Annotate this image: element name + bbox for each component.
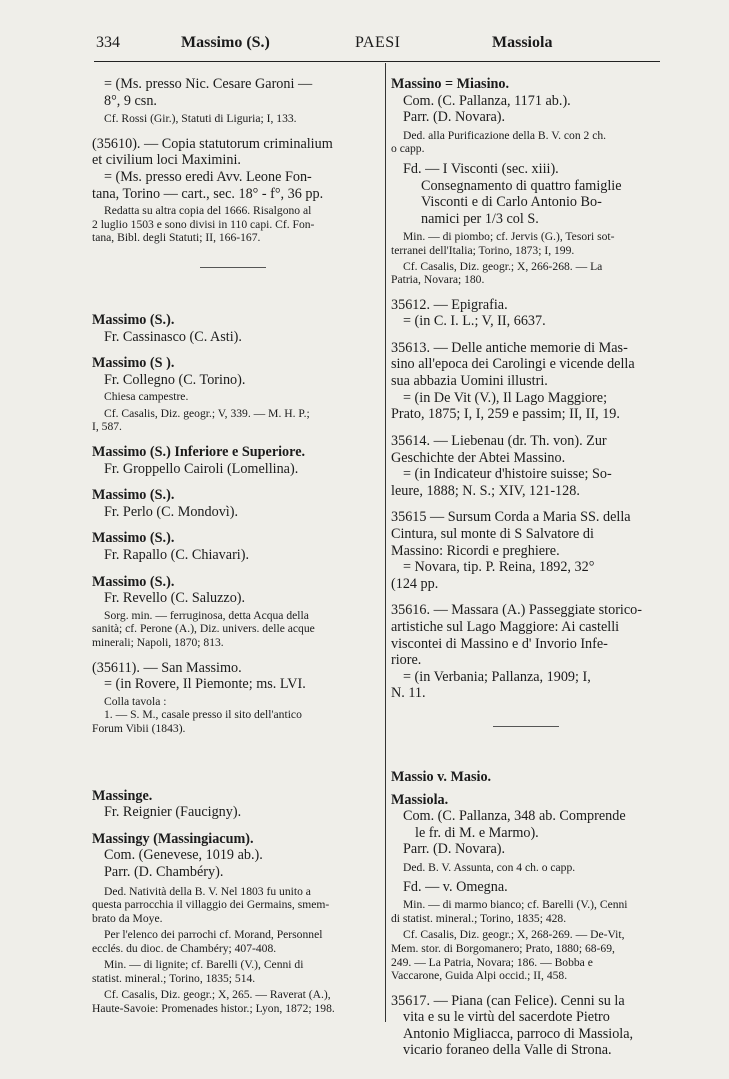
note-line: Redatta su altra copia del 1666. Risalgono al bbox=[104, 204, 312, 218]
note-line: Chiesa campestre. bbox=[104, 390, 189, 404]
entry-line: Visconti e di Carlo Antonio Bo- bbox=[421, 194, 602, 211]
citation-line: Haute-Savoie: Promenades histor.; Lyon, 1872; 198. bbox=[92, 1002, 335, 1016]
right-column bbox=[391, 70, 661, 1059]
entry-line: Parr. (D. Novara). bbox=[403, 841, 506, 858]
left-column bbox=[92, 70, 374, 1016]
note-line: questa parrocchia il villaggio dei Germains, smem- bbox=[92, 898, 330, 912]
entry-line: viscontei di Massino e d' Invorio Infe- bbox=[391, 635, 608, 652]
entry-line: artistiche sul Lago Maggiore: Ai castelli bbox=[391, 619, 620, 635]
entry-line: vita e su le virtù del sacerdote Pietro bbox=[403, 1009, 610, 1026]
entry-line: Cintura, sul monte di S Salvatore di bbox=[391, 525, 594, 542]
entry-line: = Novara, tip. P. Reina, 1892, 32° bbox=[403, 559, 595, 576]
entry-line: sino all'epoca dei Carolingi e vicende della bbox=[391, 356, 635, 373]
citation-line: terranei dell'Italia; Torino, 1873; I, 199. bbox=[391, 243, 575, 257]
note-line: brato da Moye. bbox=[92, 911, 163, 925]
note-line: Colla tavola : bbox=[104, 694, 167, 708]
entry-line: 35613. — Delle antiche memorie di Mas- bbox=[391, 339, 628, 356]
entry-line: = (Ms. presso Nic. Cesare Garoni — bbox=[104, 76, 313, 92]
citation-line: Min. — di piombo; cf. Jervis (G.), Tesori sot- bbox=[403, 230, 615, 244]
citation-line: Per l'elenco dei parrochi cf. Morand, Personnel bbox=[104, 928, 323, 942]
entry-line: leure, 1888; N. S.; XIV, 121-128. bbox=[391, 482, 580, 499]
citation-line: Cf. Casalis, Diz. geogr.; X, 268-269. — De-Vit, bbox=[403, 928, 625, 942]
citation-line: Min. — di lignite; cf. Barelli (V.), Cenni di bbox=[104, 958, 304, 972]
citation-line: Patria, Novara; 180. bbox=[391, 273, 485, 287]
entry-line: Parr. (D. Chambéry). bbox=[104, 863, 224, 880]
citation-line: statist. mineral.; Torino, 1835; 514. bbox=[92, 971, 256, 985]
entry-line: Geschichte der Abtei Massino. bbox=[391, 449, 566, 466]
entry-line: Fr. Cassinasco (C. Asti). bbox=[104, 328, 242, 345]
headword: Massio v. Masio. bbox=[391, 769, 492, 786]
entry-line: Fr. Perlo (C. Mondovì). bbox=[104, 503, 238, 520]
headword: Massimo (S ). bbox=[92, 355, 175, 372]
headword: Massimo (S.) Inferiore e Superiore. bbox=[92, 444, 306, 461]
headword: Massino = Miasino. bbox=[391, 76, 510, 92]
right-running-heading: Massiola bbox=[492, 34, 553, 51]
entry-line: sua abbazia Uomini illustri. bbox=[391, 373, 548, 390]
entry-line: namici per 1/3 col S. bbox=[421, 210, 539, 227]
entry-line: et civilium loci Maximini. bbox=[92, 152, 241, 169]
entry-line: 8°, 9 csn. bbox=[104, 92, 157, 109]
entry-line: = (in Verbania; Pallanza, 1909; I, bbox=[403, 668, 591, 685]
entry-line: Com. (C. Pallanza, 1171 ab.). bbox=[403, 92, 571, 109]
entry-line: = (in C. I. L.; V, II, 6637. bbox=[403, 313, 546, 330]
entry-line: Fr. Collegno (C. Torino). bbox=[104, 371, 246, 388]
center-running-heading: PAESI bbox=[355, 34, 401, 51]
entry-line: Prato, 1875; I, I, 259 e passim; II, II, 19. bbox=[391, 406, 620, 423]
entry-line: Massino: Ricordi e preghiere. bbox=[391, 542, 560, 559]
note-line: Ded. Natività della B. V. Nel 1803 fu unito a bbox=[104, 884, 311, 898]
headword: Massimo (S.). bbox=[92, 487, 175, 504]
note-line: Ded. alla Purificazione della B. V. con 2 ch. bbox=[403, 128, 607, 142]
entry-line: 35614. — Liebenau (dr. Th. von). Zur bbox=[391, 432, 607, 449]
left-running-heading: Massimo (S.) bbox=[181, 34, 270, 51]
headword: Massimo (S.). bbox=[92, 530, 175, 547]
entry-line: Fr. Revello (C. Saluzzo). bbox=[104, 590, 246, 607]
entry-line: (35610). — Copia statutorum criminalium bbox=[92, 135, 333, 152]
entry-line: tana, Torino — cart., sec. 18° - f°, 36 pp. bbox=[92, 185, 324, 202]
entry-line: Fd. — I Visconti (sec. xiii). bbox=[403, 160, 559, 177]
entry-line: 35612. — Epigrafia. bbox=[391, 296, 508, 313]
entry-line: (35611). — San Massimo. bbox=[92, 659, 242, 676]
headword: Massingy (Massingiacum). bbox=[92, 830, 254, 847]
note-line: Sorg. min. — ferruginosa, detta Acqua della bbox=[104, 608, 309, 622]
header-rule bbox=[94, 61, 660, 62]
note-line: 1. — S. M., casale presso il sito dell'antico bbox=[104, 708, 302, 722]
running-header bbox=[0, 0, 729, 70]
entry-line: le fr. di M. e Marmo). bbox=[415, 824, 539, 841]
entry-line: vicario foraneo della Valle di Strona. bbox=[403, 1042, 612, 1059]
entry-line: N. 11. bbox=[391, 685, 426, 702]
citation-line: di statist. mineral.; Torino, 1835; 428. bbox=[391, 911, 567, 925]
citation-line: Vaccarone, Guida Alpi occid.; II, 458. bbox=[391, 969, 568, 983]
entry-line: = (Ms. presso eredi Avv. Leone Fon- bbox=[104, 169, 312, 185]
entry-line: Fr. Groppello Cairoli (Lomellina). bbox=[104, 460, 299, 477]
column-divider bbox=[385, 63, 386, 1022]
entry-line: Parr. (D. Novara). bbox=[403, 109, 506, 126]
entry-line: 35615 — Sursum Corda a Maria SS. della bbox=[391, 509, 631, 526]
citation-line: Cf. Casalis, Diz. geogr.; X, 266-268. — La bbox=[403, 259, 603, 273]
headword: Massinge. bbox=[92, 787, 153, 804]
entry-line: 35616. — Massara (A.) Passeggiate storico- bbox=[391, 602, 642, 619]
citation-line: Cf. Rossi (Gir.), Statuti di Liguria; I, 133. bbox=[104, 112, 297, 126]
headword: Massimo (S.). bbox=[92, 573, 175, 590]
page-number: 334 bbox=[96, 34, 120, 51]
entry-line: Fr. Reignier (Faucigny). bbox=[104, 804, 242, 821]
note-line: o capp. bbox=[391, 142, 425, 156]
entry-line: 35617. — Piana (can Felice). Cenni su la bbox=[391, 992, 625, 1009]
note-line: Ded. B. V. Assunta, con 4 ch. o capp. bbox=[403, 861, 576, 875]
entry-line: Com. (Genevese, 1019 ab.). bbox=[104, 847, 263, 864]
entry-line: Fd. — v. Omegna. bbox=[403, 878, 508, 895]
note-line: minerali; Napoli, 1870; 813. bbox=[92, 636, 224, 650]
entry-line: riore. bbox=[391, 652, 422, 669]
citation-line: 249. — La Patria, Novara; 186. — Bobba e bbox=[391, 955, 593, 969]
entry-line: = (in De Vit (V.), Il Lago Maggiore; bbox=[403, 389, 608, 406]
citation-line: ecclés. du dioc. de Chambéry; 407-408. bbox=[92, 941, 277, 955]
entry-line: = (in Rovere, Il Piemonte; ms. LVI. bbox=[104, 676, 306, 693]
headword: Massimo (S.). bbox=[92, 311, 175, 328]
entry-line: = (in Indicateur d'histoire suisse; So- bbox=[403, 466, 612, 483]
note-line: tana, Bibl. degli Statuti; II, 166-167. bbox=[92, 231, 261, 245]
citation-line: Min. — di marmo bianco; cf. Barelli (V.), Cenni bbox=[403, 898, 628, 912]
entry-line: (124 pp. bbox=[391, 575, 439, 592]
entry-line: Com. (C. Pallanza, 348 ab. Comprende bbox=[403, 808, 626, 825]
citation-line: Mem. stor. di Borgomanero; Prato, 1880; 68-69, bbox=[391, 941, 615, 955]
entry-line: Consegnamento di quattro famiglie bbox=[421, 177, 622, 194]
note-line: 2 luglio 1503 e sono divisi in 110 capi. Cf. Fon- bbox=[92, 217, 315, 231]
entry-line: Antonio Migliacca, parroco di Massiola, bbox=[403, 1025, 634, 1042]
entry-line: Fr. Rapallo (C. Chiavari). bbox=[104, 547, 250, 564]
citation-line: I, 587. bbox=[92, 420, 122, 434]
note-line: sanità; cf. Perone (A.), Diz. univers. delle acque bbox=[92, 622, 315, 636]
headword: Massiola. bbox=[391, 791, 449, 808]
citation-line: Cf. Casalis, Diz. geogr.; X, 265. — Raverat (A.), bbox=[104, 988, 331, 1002]
note-line: Forum Vibii (1843). bbox=[92, 721, 186, 735]
citation-line: Cf. Casalis, Diz. geogr.; V, 339. — M. H. P.; bbox=[104, 406, 310, 420]
